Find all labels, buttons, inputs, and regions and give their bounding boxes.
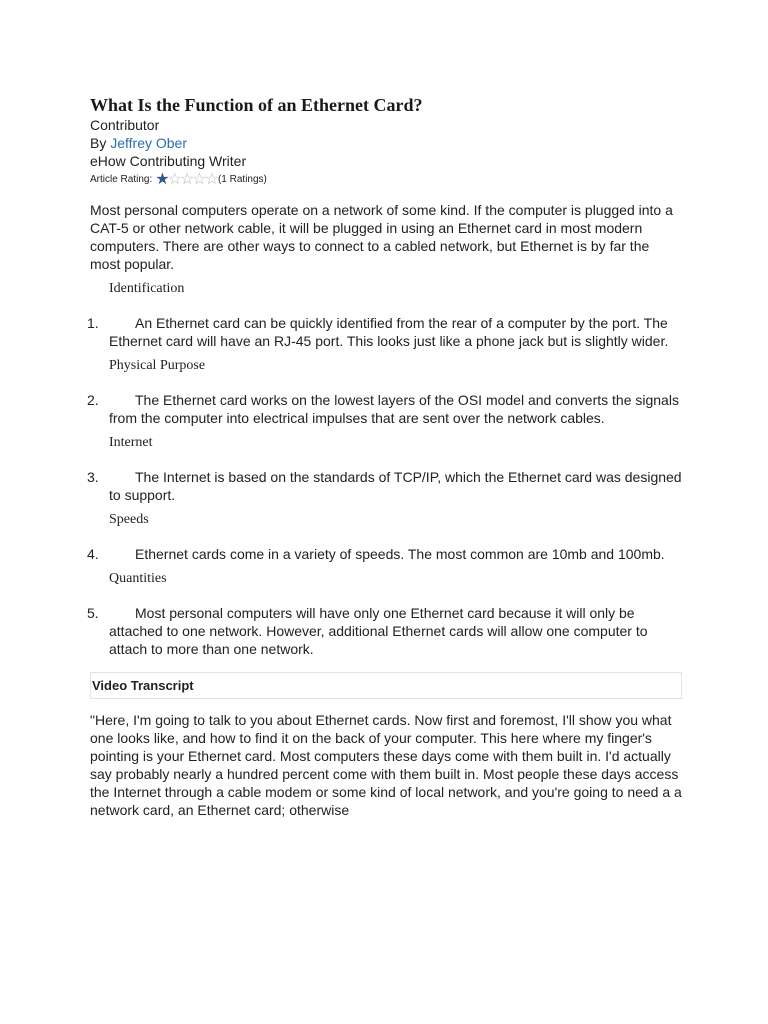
star-empty-icon[interactable]: ☆ [204, 171, 217, 188]
contributor-label: Contributor [90, 117, 160, 133]
rating-label: Article Rating: [90, 174, 153, 185]
rating-count: (1 Ratings) [217, 174, 267, 185]
list-item-text: Ethernet cards come in a variety of speeds. The most common are 10mb and 100mb. [135, 546, 665, 562]
section [87, 434, 682, 504]
list-number: 2. [87, 392, 99, 408]
list-item [87, 604, 682, 658]
section [87, 357, 682, 427]
section-heading: Speeds [109, 512, 149, 527]
list-item-text: The Ethernet card works on the lowest layers of the OSI model and converts the signals from the computer into electrical impulses that are sent over the network cables. [109, 392, 679, 426]
list-item [87, 545, 682, 563]
author-role: eHow Contributing Writer [90, 153, 247, 169]
article-body [87, 94, 682, 819]
star-empty-icon[interactable]: ☆ [192, 171, 205, 188]
star-filled-icon[interactable]: ★ [155, 171, 168, 188]
intro-paragraph: Most personal computers operate on a network of some kind. If the computer is plugged into a CAT-5 or other network cable, it will be plugged in using an Ethernet card in most modern computers. There are other ways to connect to a cabled network, but Ethernet is by far the most popular. [90, 202, 673, 272]
list-item-text: An Ethernet card can be quickly identified from the rear of a computer by the port. The Ethernet card will have an RJ-45 port. This looks just like a phone jack but is slightly wider. [109, 315, 669, 349]
byline [90, 134, 682, 152]
list-number: 5. [87, 605, 99, 621]
article-title: What Is the Function of an Ethernet Card? [90, 95, 423, 115]
video-transcript-header [90, 672, 682, 699]
section [87, 280, 682, 350]
video-transcript-text: "Here, I'm going to talk to you about Ethernet cards. Now first and foremost, I'll show you what one looks like, and how to find it on the back of your computer. This here where my finger's pointing is your Ethernet card. Most computers these days come with them built in. I'd actually say probably nearly a hundred percent come with them built in. Most people these days access the Internet through a cable modem or some kind of local network, and you're going to need a a network card, an Ethernet card; otherwise [90, 712, 682, 818]
section [87, 511, 682, 563]
star-empty-icon[interactable]: ☆ [167, 171, 180, 188]
list-item-text: The Internet is based on the standards of TCP/IP, which the Ethernet card was designed to support. [109, 469, 682, 503]
video-transcript-heading: Video Transcript [92, 678, 194, 693]
list-number: 1. [87, 315, 99, 331]
author-link[interactable]: Jeffrey Ober [110, 135, 188, 151]
list-number: 4. [87, 546, 99, 562]
section-heading: Quantities [109, 571, 167, 586]
list-item-text: Most personal computers will have only one Ethernet card because it will only be attached to one network. However, additional Ethernet cards will allow one computer to attach to more than one network. [109, 605, 648, 657]
list-item [87, 468, 682, 504]
by-label: By [90, 135, 107, 151]
sections-list [87, 280, 682, 658]
list-number: 3. [87, 469, 99, 485]
section [87, 570, 682, 658]
list-item [87, 391, 682, 427]
section-heading: Physical Purpose [109, 358, 206, 373]
rating-stars[interactable] [155, 173, 217, 187]
article-rating [90, 172, 682, 188]
star-empty-icon[interactable]: ☆ [179, 171, 193, 188]
list-item [87, 314, 682, 350]
section-heading: Internet [109, 435, 153, 450]
section-heading: Identification [109, 281, 185, 296]
